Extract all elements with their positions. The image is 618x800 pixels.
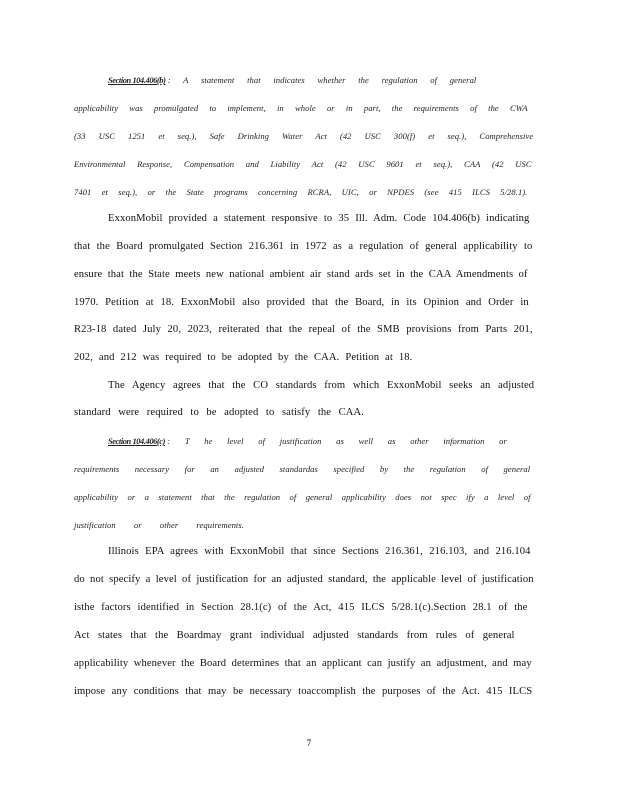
para-1-line-4-row [74, 297, 534, 309]
para-1-line-5: R23-18 dated July 20, 2023, reiterated that the repeal of the SMB provisions from Parts 201, [74, 324, 533, 335]
section-b-line-3: (33 USC 1251 et seq.), Safe Drinking Water Act (42 USC 300(f) et seq.), Comprehensive [74, 131, 534, 141]
para-1-line-2: that the Board promulgated Section 216.361 in 1972 as a regulation of general applicability to [74, 241, 533, 252]
section-c-first-line [108, 435, 508, 448]
para-1-line-3-row [74, 269, 534, 281]
para-1-line-4: 1970. Petition at 18. ExxonMobil also provided that the Board, in its Opinion and Order in [74, 297, 529, 308]
para-2-line-2: standard were required to be adopted to satisfy the CAA. [74, 407, 365, 418]
para-2-line-2-row [74, 407, 534, 419]
section-b-heading: Section 104.406(b) [108, 76, 166, 85]
section-c-line-2-row [74, 463, 534, 475]
section-c-line-3: applicability or a statement that the regulation of general applicability does not spec ify a level of [74, 492, 531, 502]
para-3-line-2: do not specify a level of justification for an adjusted standard, the applicable level of justification [74, 574, 534, 585]
para-3-line-2-row [74, 574, 534, 586]
section-c-line-1: : T he level of justification as well as other information or [167, 436, 507, 446]
section-b-line-1: : A statement that indicates whether the regulation of general [167, 75, 477, 85]
para-3-line-5: applicability whenever the Board determines that an applicant can justify an adjustment, and may [74, 658, 532, 669]
para-3-line-1: Illinois EPA agrees with ExxonMobil that since Sections 216.361, 216.103, and 216.104 [108, 546, 531, 557]
section-b-line-2-row [74, 102, 534, 114]
section-c-line-2: requirements necessary for an adjusted standardas specified by the regulation of general [74, 464, 531, 474]
para-1-line-6-row [74, 352, 534, 364]
section-b-line-4-row [74, 158, 534, 170]
para-3-line-1-row [108, 546, 534, 558]
section-b-line-3-row [74, 130, 534, 142]
para-1-line-3: ensure that the State meets new national ambient air stand ards set in the CAA Amendments of [74, 269, 528, 280]
section-c-line-4: justification or other requirements. [74, 520, 244, 530]
para-3-line-5-row [74, 658, 534, 670]
section-b-line-4: Environmental Response, Compensation and Liability Act (42 USC 9601 et seq.), CAA (42 USC [74, 159, 532, 169]
para-3-line-6-row [74, 686, 534, 698]
para-1-line-5-row [74, 324, 534, 336]
section-c-line-4-row [74, 519, 534, 531]
para-3-line-4: Act states that the Boardmay grant individual adjusted standards from rules of general [74, 630, 515, 641]
section-b-line-2: applicability was promulgated to implement, in whole or in part, the requirements of the CWA [74, 103, 528, 113]
para-2-line-1-row [108, 380, 534, 392]
para-1-line-1: ExxonMobil provided a statement responsive to 35 Ill. Adm. Code 104.406(b) indicating [108, 213, 530, 224]
page-number: 7 [306, 739, 312, 749]
para-3-line-6: impose any conditions that may be necessary toaccomplish the purposes of the Act. 415 ILCS [74, 686, 533, 697]
para-3-line-4-row [74, 630, 534, 642]
para-2-line-1: The Agency agrees that the CO standards from which ExxonMobil seeks an adjusted [108, 380, 535, 391]
section-b-line-5: 7401 et seq.), or the State programs concerning RCRA, UIC, or NPDES (see 415 ILCS 5/28.1). [74, 187, 528, 197]
para-1-line-6: 202, and 212 was required to be adopted by the CAA. Petition at 18. [74, 352, 413, 363]
section-b-first-line [108, 74, 478, 87]
para-3-line-3: isthe factors identified in Section 28.1(c) of the Act, 415 ILCS 5/28.1(c).Section 28.1 of the [74, 602, 528, 613]
para-1-line-2-row [74, 241, 534, 253]
section-c-heading: Section 104.406(c) [108, 437, 165, 446]
para-3-line-3-row [74, 602, 534, 614]
section-c-line-3-row [74, 491, 534, 503]
section-b-line-5-row [74, 186, 534, 198]
para-1-line-1-row [108, 213, 534, 225]
